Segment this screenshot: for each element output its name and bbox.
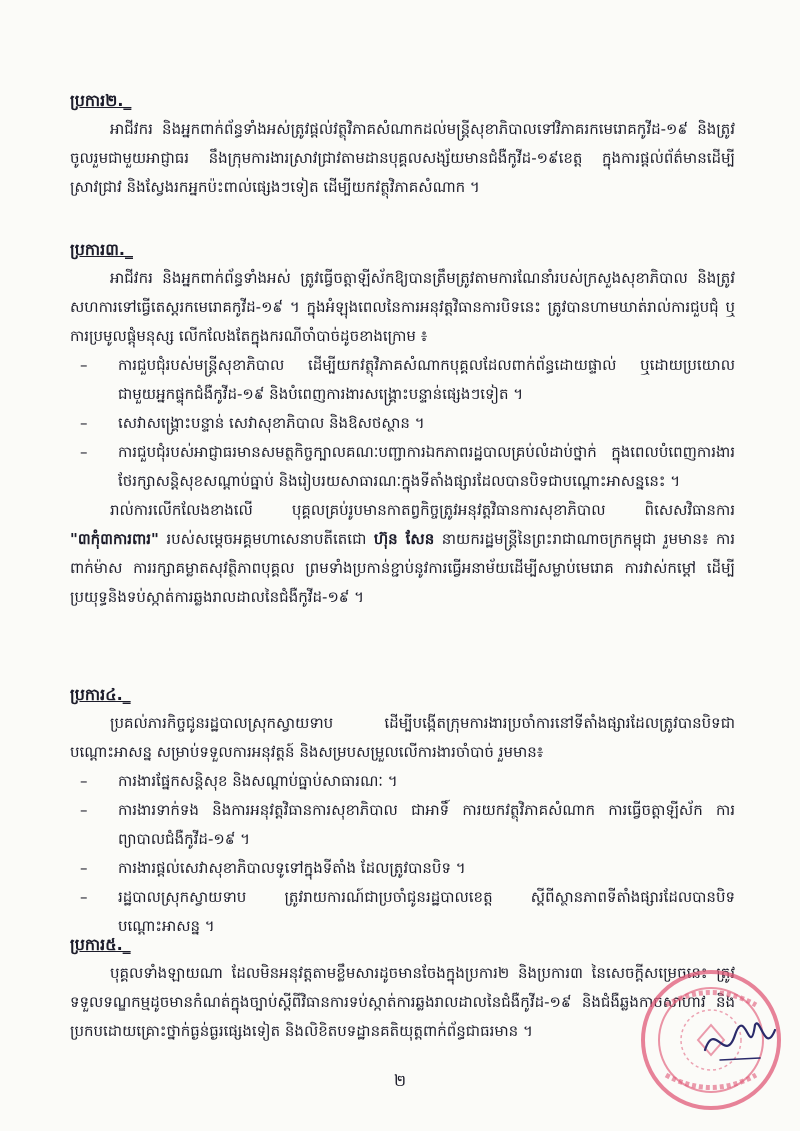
article-4-heading: ប្រការ៤._ (70, 685, 131, 704)
page-number: ២ (393, 1071, 407, 1090)
article-4 (70, 680, 735, 941)
closing-text-part1: រាល់ការលើកលែងខាងលើ បុគ្គលគ្រប់រូបមានកាតព្វកិច្ចត្រូវអនុវត្តវិធានការសុខាភិបាល ពិសេសវិធានការ (110, 501, 735, 519)
list-item: – សេវាសង្គ្រោះបន្ទាន់ សេវាសុខាភិបាល និងឱសថស្ថាន ។ (70, 409, 735, 438)
three-dont-three-protect-measure: "៣កុំ៣ការពារ" (70, 530, 159, 548)
article-3-bullet-list (70, 351, 735, 496)
article-2-heading: ប្រការ២._ (70, 91, 132, 110)
list-item: – រដ្ឋបាលស្រុកស្វាយទាប ត្រូវរាយការណ៍ជាប្រចាំជូនរដ្ឋបាលខេត្ត ស្ដីពីស្ថានភាពទីតាំងផ្សារដែលបានបិទបណ្ដោះអាសន្ន ។ (70, 883, 735, 941)
list-item: – ការជួបជុំរបស់មន្ត្រីសុខាភិបាល ដើម្បីយកវត្ថុវិភាគសំណាកបុគ្គលដែលពាក់ព័ន្ធដោយផ្ទាល់ ឬដោយប្រយោលជាមួយអ្នកផ្ទុកជំងឺកូវីដ-១៩ និងបំពេញការងារសង្គ្រោះបន្ទាន់ផ្សេងៗទៀត ។ (70, 351, 735, 409)
article-4-bullet-list (70, 767, 735, 941)
article-2-text: អាជីវករ និងអ្នកពាក់ព័ន្ធទាំងអស់ត្រូវផ្ដល់វត្ថុវិភាគសំណាកដល់មន្ត្រីសុខាភិបាលទៅវិភាគរកមេរោគកូវីដ-១៩ និងត្រូវចូលរួមជាមួយអាជ្ញាធរ នឹងក្រុមការងារស្រាវជ្រាវតាមដានបុគ្គលសង្ស័យមានជំងឺកូវីដ-១៩ខេត្ត ក្នុងការផ្ដល់ព័ត៌មានដើម្បីស្រាវជ្រាវ និងស្វែងរកអ្នកប៉ះពាល់ផ្សេងៗទៀត ដើម្បីយកវត្ថុវិភាគសំណាក ។ (70, 120, 735, 196)
article-5-heading: ប្រការ៥._ (70, 935, 131, 954)
list-item: – ការងារផ្នែកសន្តិសុខ និងសណ្ដាប់ធ្នាប់សាធារណៈ ។ (70, 767, 735, 796)
article-3-text: អាជីវករ និងអ្នកពាក់ព័ន្ធទាំងអស់ ត្រូវធ្វើចត្តាឡីស័កឱ្យបានត្រឹមត្រូវតាមការណែនាំរបស់ក្រសួងសុខាភិបាល និងត្រូវសហការទៅធ្វើតេស្ដរកមេរោគកូវីដ-១៩ ។ ក្នុងអំឡុងពេលនៃការអនុវត្តវិធានការបិទនេះ ត្រូវបានហាមឃាត់រាល់ការជួបជុំ ឬការប្រមូលផ្ដុំមនុស្ស លើកលែងតែក្នុងករណីចាំបាច់ដូចខាងក្រោម ៖ (70, 269, 735, 345)
article-3 (70, 235, 735, 612)
article-3-heading: ប្រការ៣._ (70, 240, 133, 259)
list-item: – ការជួបជុំរបស់អាជ្ញាធរមានសមត្ថកិច្ចក្បាលគណៈបញ្ជាការឯកភាពរដ្ឋបាលគ្រប់លំដាប់ថ្នាក់ ក្នុងពេលបំពេញការងារថែរក្សាសន្តិសុខសណ្ដាប់ធ្នាប់ និងរៀបរយសាធារណៈក្នុងទីតាំងផ្សារដែលបានបិទជាបណ្ដោះអាសន្ននេះ ។ (70, 438, 735, 496)
article-3-closing (70, 496, 735, 612)
article-4-text: ប្រគល់ភារកិច្ចជូនរដ្ឋបាលស្រុកស្វាយទាប ដើម្បីបង្កើតក្រុមការងារប្រចាំការនៅទីតាំងផ្សារដែលត្រូវបានបិទជាបណ្ដោះអាសន្ន សម្រាប់ទទួលការអនុវត្តន៍ និងសម្របសម្រួលលើការងារចាំបាច់ រួមមាន៖ (70, 714, 735, 761)
article-2 (70, 86, 735, 202)
list-item: – ការងារផ្ដល់សេវាសុខាភិបាលទូទៅក្នុងទីតាំង ដែលត្រូវបានបិទ ។ (70, 854, 735, 883)
hun-sen-name: ហ៊ុន សែន (373, 530, 435, 548)
article-5 (70, 930, 735, 1046)
article-5-text: បុគ្គលទាំងឡាយណា ដែលមិនអនុវត្តតាមខ្លឹមសារដូចមានចែងក្នុងប្រការ២ និងប្រការ៣ នៃសេចក្ដីសម្រេចនេះ ត្រូវទទួលទណ្ឌកម្មដូចមានកំណត់ក្នុងច្បាប់ស្ដីពីវិធានការទប់ស្កាត់ការឆ្លងរាលដាលនៃជំងឺកូវីដ-១៩ និងជំងឺឆ្លងកាចសាហាវ និងប្រកបដោយគ្រោះថ្នាក់ធ្ងន់ធ្ងរផ្សេងទៀត និងលិខិតបទដ្ឋានគតិយុត្តពាក់ព័ន្ធជាធរមាន ។ (70, 964, 735, 1040)
closing-text-part2: របស់សម្ដេចអគ្គមហាសេនាបតីតេជោ (158, 530, 374, 548)
closing-text-part3: នាយករដ្ឋមន្ត្រីនៃព្រះរាជាណាចក្រកម្ពុជា រួមមាន៖ ការពាក់ម៉ាស ការរក្សាគម្លាតសុវត្ថិភាពបុគ្គល ព្រមទាំងប្រកាន់ខ្ជាប់នូវការធ្វើអនាម័យដើម្បីសម្លាប់មេរោគ ការវាស់កម្ដៅ ដើម្បីប្រយុទ្ធនិងទប់ស្កាត់ការឆ្លងរាលដាលនៃជំងឺកូវីដ-១៩ ។ (70, 530, 736, 606)
list-item: – ការងារទាក់ទង និងការអនុវត្តវិធានការសុខាភិបាល ជាអាទិ៍ ការយកវត្ថុវិភាគសំណាក ការធ្វើចត្តាឡីស័ក ការព្យាបាលជំងឺកូវីដ-១៩ ។ (70, 796, 735, 854)
